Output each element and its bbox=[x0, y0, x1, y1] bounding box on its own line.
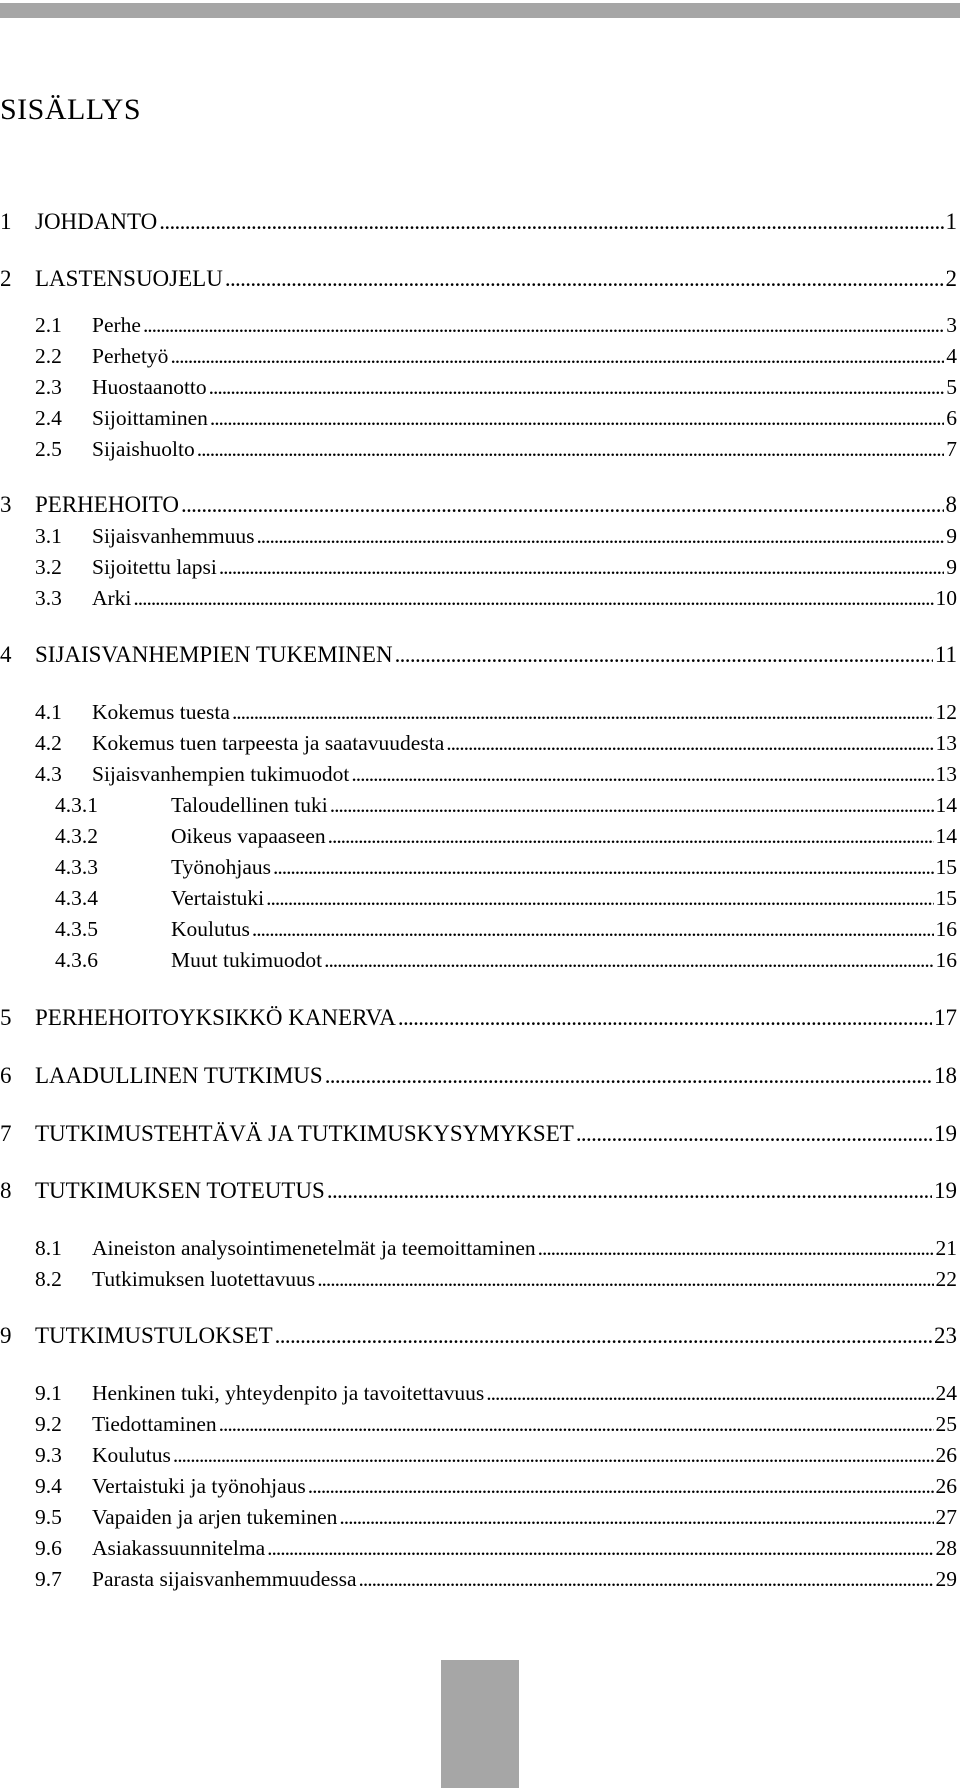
toc-entry-title: Muut tukimuodot bbox=[171, 948, 323, 972]
toc-entry-number: 4.3.6 bbox=[55, 948, 98, 972]
toc-entry-page-number: 22 bbox=[935, 1267, 957, 1291]
toc-entry[interactable] bbox=[0, 434, 957, 464]
toc-entry-number: 7 bbox=[0, 1121, 12, 1146]
toc-entry-page-number: 12 bbox=[935, 700, 957, 724]
toc-entry-number: 8.2 bbox=[35, 1267, 62, 1291]
toc-entry-page-number: 11 bbox=[934, 642, 957, 667]
toc-entry-page-number: 15 bbox=[935, 886, 957, 910]
toc-dot-leader bbox=[273, 852, 933, 882]
toc-entry-title: TUTKIMUSTEHTÄVÄ JA TUTKIMUSKYSYMYKSET bbox=[35, 1121, 574, 1146]
toc-dot-leader bbox=[181, 490, 944, 520]
toc-entry-page-number: 23 bbox=[934, 1323, 957, 1348]
toc-entry[interactable] bbox=[0, 852, 957, 882]
toc-entry[interactable] bbox=[0, 1378, 957, 1408]
toc-dot-leader bbox=[256, 521, 944, 551]
toc-entry[interactable] bbox=[0, 1502, 957, 1532]
toc-dot-leader bbox=[330, 790, 934, 820]
toc-entry-title: Sijaisvanhemmuus bbox=[92, 524, 255, 548]
toc-entry-title: Asiakassuunnitelma bbox=[92, 1536, 266, 1560]
toc-entry-title: Koulutus bbox=[171, 917, 250, 941]
toc-entry-title: Tutkimuksen luotettavuus bbox=[92, 1267, 316, 1291]
toc-entry-number: 4.3.1 bbox=[55, 793, 98, 817]
toc-entry[interactable] bbox=[0, 945, 957, 975]
toc-dot-leader bbox=[133, 583, 933, 613]
toc-dot-leader bbox=[173, 1440, 934, 1470]
toc-entry-title: Kokemus tuen tarpeesta ja saatavuudesta bbox=[92, 731, 445, 755]
toc-entry-title: Tiedottaminen bbox=[92, 1412, 217, 1436]
toc-entry-page-number: 5 bbox=[946, 375, 957, 399]
toc-entry-number: 3.1 bbox=[35, 524, 62, 548]
toc-entry[interactable] bbox=[0, 883, 957, 913]
toc-dot-leader bbox=[576, 1119, 932, 1149]
toc-entry[interactable] bbox=[0, 310, 957, 340]
toc-dot-leader bbox=[210, 403, 944, 433]
toc-entry[interactable] bbox=[0, 1003, 957, 1033]
toc-entry-page-number: 9 bbox=[946, 555, 957, 579]
toc-entry-title: Taloudellinen tuki bbox=[171, 793, 328, 817]
toc-entry-title: PERHEHOITOYKSIKKÖ KANERVA bbox=[35, 1005, 396, 1030]
toc-entry[interactable] bbox=[0, 1119, 957, 1149]
toc-entry-number: 8 bbox=[0, 1178, 12, 1203]
toc-entry-number: 9.7 bbox=[35, 1567, 62, 1591]
toc-entry-number: 9.5 bbox=[35, 1505, 62, 1529]
toc-entry-page-number: 24 bbox=[935, 1381, 957, 1405]
toc-entry-page-number: 7 bbox=[946, 437, 957, 461]
toc-entry[interactable] bbox=[0, 1440, 957, 1470]
toc-entry-title: Aineiston analysointimenetelmät ja teemoittaminen bbox=[92, 1236, 536, 1260]
toc-entry-number: 2.2 bbox=[35, 344, 62, 368]
toc-entry-number: 3 bbox=[0, 492, 12, 517]
toc-entry-page-number: 29 bbox=[935, 1567, 957, 1591]
toc-entry[interactable] bbox=[0, 1409, 957, 1439]
toc-entry-page-number: 27 bbox=[935, 1505, 957, 1529]
toc-entry-title: Henkinen tuki, yhteydenpito ja tavoitettavuus bbox=[92, 1381, 485, 1405]
toc-entry-page-number: 17 bbox=[934, 1005, 957, 1030]
toc-entry-number: 9 bbox=[0, 1323, 12, 1348]
toc-entry-number: 4 bbox=[0, 642, 12, 667]
toc-entry[interactable] bbox=[0, 759, 957, 789]
toc-entry-page-number: 13 bbox=[935, 762, 957, 786]
toc-entry-number: 3.3 bbox=[35, 586, 62, 610]
toc-entry-page-number: 26 bbox=[935, 1474, 957, 1498]
toc-dot-leader bbox=[486, 1378, 933, 1408]
toc-entry-number: 8.1 bbox=[35, 1236, 62, 1260]
toc-entry[interactable] bbox=[0, 728, 957, 758]
toc-entry-title: TUTKIMUSTULOKSET bbox=[35, 1323, 273, 1348]
toc-dot-leader bbox=[209, 372, 945, 402]
toc-entry[interactable] bbox=[0, 821, 957, 851]
toc-entry-number: 5 bbox=[0, 1005, 12, 1030]
toc-entry-number: 9.2 bbox=[35, 1412, 62, 1436]
toc-entry-number: 4.3 bbox=[35, 762, 62, 786]
toc-entry-number: 2.1 bbox=[35, 313, 62, 337]
toc-entry[interactable] bbox=[0, 372, 957, 402]
toc-entry-number: 9.1 bbox=[35, 1381, 62, 1405]
toc-entry-page-number: 16 bbox=[935, 917, 957, 941]
toc-entry[interactable] bbox=[0, 207, 957, 237]
toc-entry[interactable] bbox=[0, 264, 957, 294]
toc-entry-page-number: 28 bbox=[935, 1536, 957, 1560]
toc-dot-leader bbox=[197, 434, 945, 464]
toc-entry-title: Perhe bbox=[92, 313, 141, 337]
toc-entry-number: 2.4 bbox=[35, 406, 62, 430]
toc-entry[interactable] bbox=[0, 790, 957, 820]
toc-entry[interactable] bbox=[0, 1061, 957, 1091]
toc-dot-leader bbox=[219, 552, 944, 582]
toc-entry-number: 4.3.2 bbox=[55, 824, 98, 848]
toc-dot-leader bbox=[327, 1176, 932, 1206]
toc-entry-number: 4.3.3 bbox=[55, 855, 98, 879]
toc-dot-leader bbox=[398, 1003, 932, 1033]
toc-entry-page-number: 26 bbox=[935, 1443, 957, 1467]
toc-entry-number: 9.3 bbox=[35, 1443, 62, 1467]
toc-entry-page-number: 14 bbox=[935, 793, 957, 817]
toc-entry-title: Sijaishuolto bbox=[92, 437, 195, 461]
toc-dot-leader bbox=[308, 1471, 934, 1501]
toc-dot-leader bbox=[351, 759, 933, 789]
toc-entry-number: 2.5 bbox=[35, 437, 62, 461]
toc-entry-number: 1 bbox=[0, 209, 12, 234]
toc-entry-title: Huostaanotto bbox=[92, 375, 207, 399]
toc-entry[interactable] bbox=[0, 697, 957, 727]
toc-entry-title: Perhetyö bbox=[92, 344, 169, 368]
toc-entry[interactable] bbox=[0, 1264, 957, 1294]
toc-dot-leader bbox=[324, 945, 933, 975]
toc-entry-page-number: 19 bbox=[934, 1178, 957, 1203]
toc-dot-leader bbox=[266, 883, 933, 913]
toc-entry-page-number: 16 bbox=[935, 948, 957, 972]
toc-entry-page-number: 18 bbox=[934, 1063, 957, 1088]
toc-dot-leader bbox=[267, 1533, 933, 1563]
toc-entry-page-number: 4 bbox=[946, 344, 957, 368]
toc-entry-page-number: 13 bbox=[935, 731, 957, 755]
toc-entry-title: Koulutus bbox=[92, 1443, 171, 1467]
toc-dot-leader bbox=[275, 1321, 932, 1351]
toc-entry-number: 9.4 bbox=[35, 1474, 62, 1498]
toc-dot-leader bbox=[170, 341, 944, 371]
toc-dot-leader bbox=[232, 697, 934, 727]
toc-entry-title: Työnohjaus bbox=[171, 855, 272, 879]
toc-dot-leader bbox=[339, 1502, 933, 1532]
toc-entry-title: Parasta sijaisvanhemmuudessa bbox=[92, 1567, 357, 1591]
toc-entry-page-number: 2 bbox=[945, 266, 957, 291]
toc-entry-title: PERHEHOITO bbox=[35, 492, 179, 517]
toc-dot-leader bbox=[143, 310, 944, 340]
toc-entry-title: Vertaistuki bbox=[171, 886, 265, 910]
toc-entry[interactable] bbox=[0, 1176, 957, 1206]
toc-entry-page-number: 21 bbox=[935, 1236, 957, 1260]
toc-entry-title: Sijoittaminen bbox=[92, 406, 208, 430]
toc-dot-leader bbox=[395, 640, 933, 670]
toc-entry[interactable] bbox=[0, 1233, 957, 1263]
toc-entry-page-number: 19 bbox=[934, 1121, 957, 1146]
toc-entry-number: 2 bbox=[0, 266, 12, 291]
toc-entry-title: Arki bbox=[92, 586, 132, 610]
toc-entry-title: SIJAISVANHEMPIEN TUKEMINEN bbox=[35, 642, 393, 667]
toc-entry-page-number: 10 bbox=[935, 586, 957, 610]
toc-entry-title: Sijaisvanhempien tukimuodot bbox=[92, 762, 350, 786]
toc-dot-leader bbox=[538, 1233, 934, 1263]
toc-entry[interactable] bbox=[0, 1533, 957, 1563]
toc-entry-number: 3.2 bbox=[35, 555, 62, 579]
toc-heading: SISÄLLYS bbox=[0, 93, 142, 126]
toc-entry-number: 4.2 bbox=[35, 731, 62, 755]
toc-entry[interactable] bbox=[0, 640, 957, 670]
toc-entry[interactable] bbox=[0, 490, 957, 520]
toc-entry-title: Sijoitettu lapsi bbox=[92, 555, 217, 579]
toc-entry-number: 4.3.4 bbox=[55, 886, 98, 910]
toc-entry-number: 2.3 bbox=[35, 375, 62, 399]
footer-decorative-block bbox=[441, 1660, 519, 1788]
toc-entry-title: Vapaiden ja arjen tukeminen bbox=[92, 1505, 338, 1529]
toc-entry[interactable] bbox=[0, 521, 957, 551]
toc-entry-number: 4.1 bbox=[35, 700, 62, 724]
toc-dot-leader bbox=[446, 728, 933, 758]
toc-entry-page-number: 25 bbox=[935, 1412, 957, 1436]
toc-entry[interactable] bbox=[0, 403, 957, 433]
toc-entry[interactable] bbox=[0, 1471, 957, 1501]
toc-entry[interactable] bbox=[0, 341, 957, 371]
toc-entry-page-number: 6 bbox=[946, 406, 957, 430]
toc-entry-title: Vertaistuki ja työnohjaus bbox=[92, 1474, 306, 1498]
toc-entry[interactable] bbox=[0, 1321, 957, 1351]
toc-entry-title: LASTENSUOJELU bbox=[35, 266, 223, 291]
toc-entry-title: Oikeus vapaaseen bbox=[171, 824, 326, 848]
toc-entry[interactable] bbox=[0, 1564, 957, 1594]
toc-entry-page-number: 15 bbox=[935, 855, 957, 879]
toc-entry-page-number: 9 bbox=[946, 524, 957, 548]
toc-entry-page-number: 1 bbox=[945, 209, 957, 234]
toc-dot-leader bbox=[325, 1061, 932, 1091]
toc-dot-leader bbox=[252, 914, 934, 944]
toc-entry[interactable] bbox=[0, 552, 957, 582]
toc-entry[interactable] bbox=[0, 583, 957, 613]
toc-entry-title: TUTKIMUKSEN TOTEUTUS bbox=[35, 1178, 325, 1203]
toc-entry-title: LAADULLINEN TUTKIMUS bbox=[35, 1063, 323, 1088]
toc-dot-leader bbox=[359, 1564, 934, 1594]
toc-dot-leader bbox=[328, 821, 934, 851]
toc-entry-page-number: 8 bbox=[945, 492, 957, 517]
toc-entry-title: Kokemus tuesta bbox=[92, 700, 230, 724]
toc-dot-leader bbox=[317, 1264, 933, 1294]
toc-dot-leader bbox=[219, 1409, 934, 1439]
toc-entry-number: 4.3.5 bbox=[55, 917, 98, 941]
toc-entry-title: JOHDANTO bbox=[35, 209, 158, 234]
toc-entry-number: 6 bbox=[0, 1063, 12, 1088]
toc-dot-leader bbox=[159, 207, 943, 237]
toc-entry-page-number: 3 bbox=[946, 313, 957, 337]
toc-dot-leader bbox=[225, 264, 944, 294]
toc-entry-page-number: 14 bbox=[935, 824, 957, 848]
toc-entry-number: 9.6 bbox=[35, 1536, 62, 1560]
toc-entry[interactable] bbox=[0, 914, 957, 944]
